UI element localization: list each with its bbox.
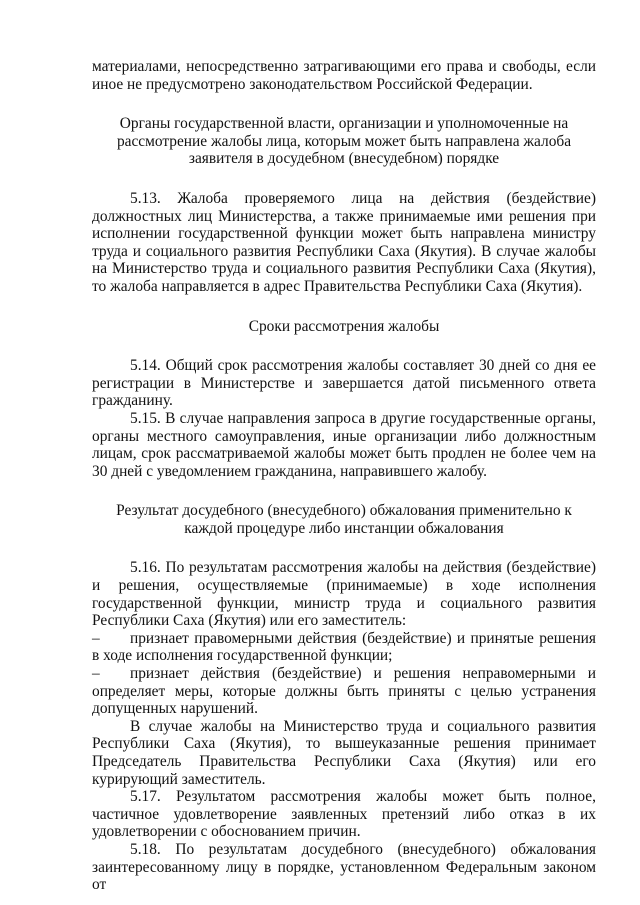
paragraph-5-16-continued: В случае жалобы на Министерство труда и социального развития Республики Саха (Якутия), то вышеуказанные решения принимает Председатель Правительства Республики Саха (Якутия) или его курирующий заместитель.	[92, 717, 596, 788]
list-item-dash-2	[92, 665, 596, 718]
section-heading-terms: Сроки рассмотрения жалобы	[248, 317, 440, 335]
list-item-text: признает правомерными действия (бездействие) и принятые решения в ходе исполнения государственной функции;	[92, 629, 596, 665]
dash-marker: –	[92, 629, 100, 647]
paragraph-5-14: 5.14. Общий срок рассмотрения жалобы составляет 30 дней со дня ее регистрации в Министерстве и завершается датой письменного ответа гражданину.	[92, 357, 596, 410]
paragraph-continuation: материалами, непосредственно затрагивающими его права и свободы, если иное не предусмотрено законодательством Российской Федерации.	[92, 58, 596, 93]
paragraph-5-15: 5.15. В случае направления запроса в другие государственные органы, органы местного самоуправления, иные организации либо должностным лицам, срок рассматриваемой жалобы может быть продлен не более чем на 30 дней с уведомлением гражданина, направившего жалобу.	[92, 409, 596, 480]
paragraph-5-13: 5.13. Жалоба проверяемого лица на действия (бездействие) должностных лиц Министерства, а также принимаемые ими решения при исполнении государственной функции может быть направлена министру труда и социального развития Республики Саха (Якутия). В случае жалобы на Министерство труда и социального развития Республики Саха (Якутия), то жалоба направляется в адрес Правительства Республики Саха (Якутия).	[92, 189, 596, 295]
paragraph-5-16: 5.16. По результатам рассмотрения жалобы на действия (бездействие) и решения, осуществляемые (принимаемые) в ходе исполнения государственной функции, министр труда и социального развития Республики Саха (Якутия) или его заместитель:	[92, 559, 596, 630]
list-item-dash-1	[92, 630, 596, 665]
section-heading-authorities: Органы государственной власти, организации и уполномоченные на рассмотрение жалобы лица, которым может быть направлена жалоба заявителя в досудебном (внесудебном) порядке	[116, 115, 572, 168]
paragraph-5-17: 5.17. Результатом рассмотрения жалобы может быть полное, частичное удовлетворение заявленных претензий либо отказ в их удовлетворении с обоснованием причин.	[92, 788, 596, 841]
paragraph-5-18: 5.18. По результатам досудебного (внесудебного) обжалования заинтересованному лицу в порядке, установленном Федеральным законом от	[92, 840, 596, 894]
section-heading-result: Результат досудебного (внесудебного) обжалования применительно к каждой процедуре либо инстанции обжалования	[116, 502, 572, 537]
list-item-text: признает действия (бездействие) и решения неправомерными и определяет меры, которые должны быть приняты с целью устранения допущенных нарушений.	[92, 665, 596, 718]
dash-marker: –	[92, 665, 100, 683]
